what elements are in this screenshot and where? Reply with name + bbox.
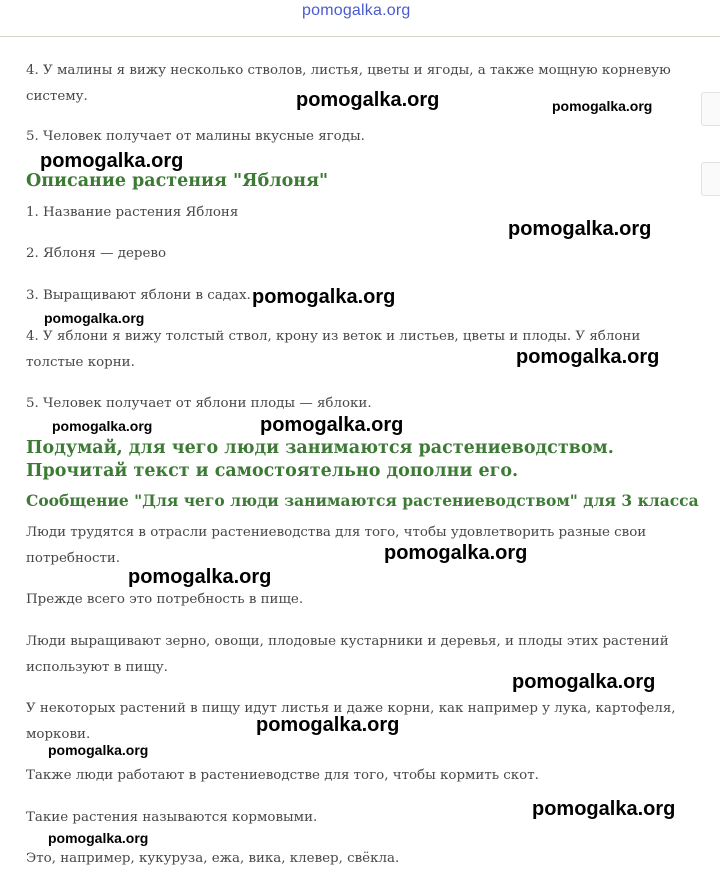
watermark: pomogalka.org bbox=[48, 830, 149, 846]
watermark: pomogalka.org bbox=[532, 798, 676, 820]
watermark: pomogalka.org bbox=[508, 218, 652, 240]
apple-item-1: 1. Название растения Яблоня bbox=[26, 205, 239, 220]
watermark: pomogalka.org bbox=[552, 98, 653, 114]
apple-heading: Описание растения "Яблоня" bbox=[26, 171, 329, 191]
apple-item-4: 4. У яблони я вижу толстый ствол, крону из веток и листьев, цветы и плоды. У яблони толстые корни. bbox=[26, 329, 641, 370]
raspberry-item-5: 5. Человек получает от малины вкусные ягоды. bbox=[26, 129, 365, 144]
message-paragraph-3: Люди выращивают зерно, овощи, плодовые кустарники и деревья, и плоды этих растений используют в пищу. bbox=[26, 634, 669, 675]
apple-item-5: 5. Человек получает от яблони плоды — яблоки. bbox=[26, 396, 372, 411]
apple-item-3: 3. Выращивают яблони в садах. bbox=[26, 288, 251, 303]
watermark: pomogalka.org bbox=[52, 418, 153, 434]
watermark: pomogalka.org bbox=[512, 671, 656, 693]
message-paragraph-4: У некоторых растений в пищу идут листья и даже корни, как например у лука, картофеля, моркови. bbox=[26, 701, 676, 742]
site-logo[interactable]: pomogalka.org bbox=[302, 2, 411, 19]
watermark: pomogalka.org bbox=[40, 150, 184, 172]
raspberry-item-4: 4. У малины я вижу несколько стволов, листья, цветы и ягоды, а также мощную корневую систему. bbox=[26, 63, 671, 104]
message-paragraph-7: Это, например, кукуруза, ежа, вика, клевер, свёкла. bbox=[26, 851, 400, 866]
message-paragraph-2: Прежде всего это потребность в пище. bbox=[26, 592, 304, 607]
watermark: pomogalka.org bbox=[128, 566, 272, 588]
watermark: pomogalka.org bbox=[256, 714, 400, 736]
message-paragraph-5: Также люди работают в растениеводстве для того, чтобы кормить скот. bbox=[26, 768, 539, 783]
apple-item-2: 2. Яблоня — дерево bbox=[26, 246, 167, 261]
side-tab-top[interactable] bbox=[701, 92, 720, 126]
message-heading: Сообщение "Для чего люди занимаются растениеводством" для 3 класса bbox=[26, 491, 699, 510]
watermark: pomogalka.org bbox=[384, 542, 528, 564]
message-paragraph-6: Такие растения называются кормовыми. bbox=[26, 810, 318, 825]
watermark: pomogalka.org bbox=[48, 742, 149, 758]
watermark: pomogalka.org bbox=[252, 286, 396, 308]
watermark: pomogalka.org bbox=[516, 346, 660, 368]
watermark: pomogalka.org bbox=[260, 414, 404, 436]
site-header bbox=[0, 0, 720, 37]
task-heading-line2: Прочитай текст и самостоятельно дополни его. bbox=[26, 461, 519, 481]
watermark: pomogalka.org bbox=[44, 310, 145, 326]
watermark: pomogalka.org bbox=[296, 89, 440, 111]
message-paragraph-1: Люди трудятся в отрасли растениеводства для того, чтобы удовлетворить разные свои потребности. bbox=[26, 525, 647, 566]
task-heading-line1: Подумай, для чего люди занимаются растениеводством. bbox=[26, 438, 614, 458]
